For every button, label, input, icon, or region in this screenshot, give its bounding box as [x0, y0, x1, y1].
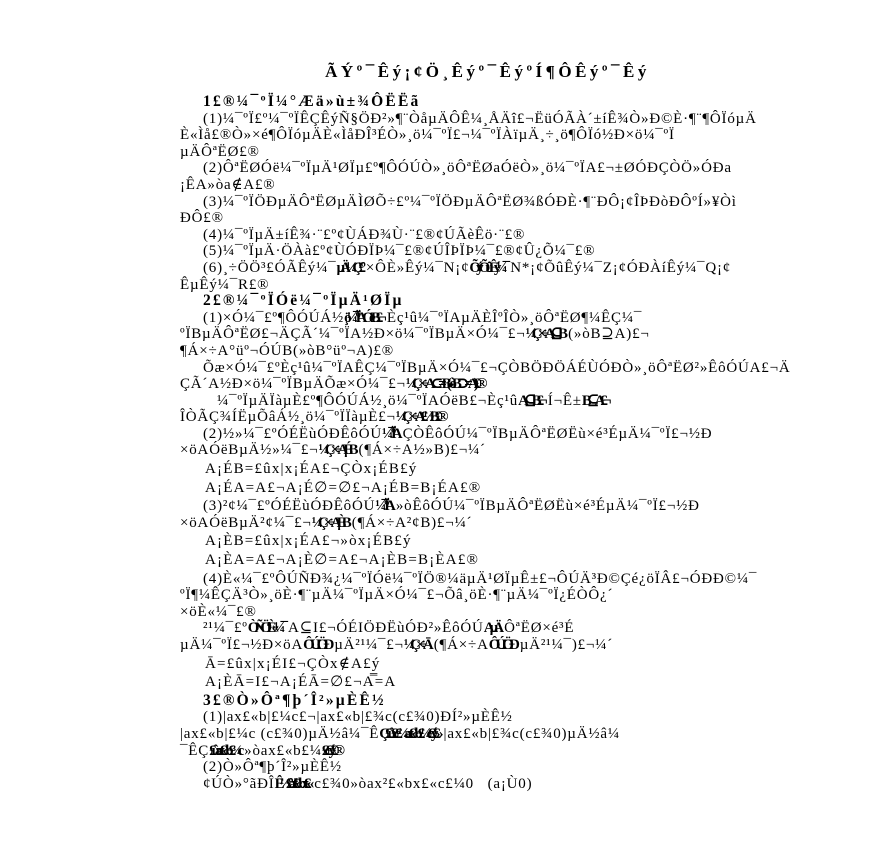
overprint-text: ¼¯ºÏA	[375, 498, 391, 515]
text-segment: µÄÔªËØ£®	[180, 143, 260, 160]
overprint-text: B⊆A£¬	[581, 392, 607, 409]
text-segment: (¶Á×÷A½»B)£¬¼´	[358, 442, 486, 459]
text-line	[180, 210, 850, 227]
text-segment: (6)¸÷ÖÖ³£ÓÃÊý¼¯	[203, 259, 337, 276]
text-segment: A¡ÈA=A£¬A¡È∅=A£¬A¡ÈB=B¡ÈA£®	[205, 552, 480, 569]
text-line	[180, 360, 850, 377]
overprint-text: ¼Ç×÷A⊂≠B(»òB⊃≠A)£®	[405, 376, 483, 393]
text-line	[180, 393, 850, 410]
text-line	[180, 442, 850, 459]
text-segment: N*¡¢ÕûÊý¼¯Z¡¢ÓÐÀíÊý¼¯Q¡¢	[510, 259, 732, 276]
text-line	[180, 160, 850, 177]
overprint-text: ÔÚIÖÐ	[488, 637, 515, 653]
text-segment: |ax£«b|£¾c(c£¾0)µÄ½â¼	[443, 725, 620, 742]
text-line	[180, 127, 850, 144]
text-line	[180, 726, 850, 743]
text-segment: (3)¼¯ºÏÖÐµÄÔªËØµÄÌØÕ÷£º¼¯ºÏÖÐµÄÔªËØ¾ßÓÐÈ·¶¨ÐÔ¡¢ÎÞÐòÐÔºÍ»¥Òì	[203, 193, 737, 210]
text-segment: (1)×Ó¼¯£º¶ÔÓÚÁ½	[203, 309, 345, 326]
text-segment: µÄ²¹¼¯£¬	[334, 637, 404, 653]
text-line	[180, 480, 850, 497]
overprint-text: ÒÑÖªÈ«¼¯	[247, 620, 284, 637]
text-line	[180, 409, 850, 426]
text-segment: (2)Ò»Ôª¶þ´Î²»µÈÊ½	[203, 759, 342, 776]
text-segment: c£¾0»òax²£«bx£«c£¼0 (a¡Ù0)	[314, 775, 533, 792]
text-segment: ¡ÊA»òa∉A£®	[180, 176, 276, 193]
text-segment: (3)²¢¼¯£ºÓÉËùÓÐÊôÓÚ	[203, 498, 376, 515]
text-line	[180, 243, 850, 260]
text-line	[180, 461, 850, 478]
text-line	[180, 571, 850, 588]
text-segment: (2)ÔªËØÓë¼¯ºÏµÄ¹ØÏµ£º¶ÔÓÚÒ»¸öÔªËØaÓëÒ»¸ö¼¯ºÏA£¬±ØÓÐÇÒÖ»ÓÐa	[203, 160, 732, 177]
text-segment: ¼¯ºÏµÄÏàµÈ£º¶ÔÓÚÁ½¸ö¼¯ºÏAÓëB£¬Èç¹û	[217, 392, 519, 409]
text-segment: (¶Á×÷A²¢B)£¬¼´	[351, 514, 473, 531]
overprint-text: ¼Ç×÷A£½B£®	[395, 409, 444, 426]
overprint-text: A⊆B£¬	[518, 392, 543, 409]
text-segment: (4)¼¯ºÏµÄ±íÊ¾·¨£º¢ÙÁÐ¾Ù·¨£®¢ÚÃèÊö·¨£®	[203, 226, 526, 243]
overprint-text: Ç£û£c£¼ax£«b£¼c£ý£»	[379, 725, 439, 742]
text-line	[180, 310, 850, 327]
text-line	[180, 94, 850, 111]
text-segment: A¡ÉB=£ûx|x¡ÉA£¬ÇÒx¡ÉB£ý	[205, 461, 418, 478]
text-line	[180, 674, 850, 691]
text-segment: (»òB⊇A)£¬	[568, 326, 650, 343]
text-line	[180, 326, 850, 343]
text-segment: ×öAÓëBµÄ²¢¼¯£¬	[180, 514, 312, 531]
text-line	[180, 776, 850, 793]
overprint-text: ¼Ç×÷A⊆B	[525, 326, 564, 343]
text-line	[180, 656, 850, 673]
text-line	[180, 343, 850, 360]
text-line	[180, 177, 850, 194]
text-segment: ÐÔ£®	[180, 210, 224, 227]
text-line	[180, 620, 850, 637]
overprint-text: ¼Ç×÷A¡ÉB	[318, 442, 354, 459]
text-segment: ¢ÚÒ»°ãÐÎ	[203, 775, 275, 792]
text-segment: ×ÔÈ»Êý¼¯N¡¢	[365, 259, 470, 276]
text-segment: ÊµÊý¼¯R£®	[180, 276, 270, 293]
text-segment: A¡ÈB=£ûx|x¡ÉA£¬»òx¡ÉB£ý	[205, 533, 412, 550]
text-segment: |ax£«b|£¼c (c£¾0)µÄ½â¼¯Ê	[180, 725, 380, 742]
text-line	[180, 709, 850, 726]
text-line	[180, 144, 850, 161]
text-line	[180, 194, 850, 211]
overprint-text: ¼¯ºÏA	[382, 425, 398, 442]
overprint-text: ÔÚIÖÐ	[303, 637, 330, 653]
overprint-text: £c£ý£®	[321, 742, 340, 759]
text-segment: Ā=£ûx|x¡ÉI£¬ÇÒx∉A£ý	[205, 655, 381, 672]
text-segment: µÄ²¹¼¯)£¬¼´	[519, 637, 614, 653]
text-line	[180, 637, 850, 654]
text-line	[180, 376, 850, 393]
text-segment: »òÊôÓÚ¼¯ºÏBµÄÔªËØËù×é³ÉµÄ¼¯ºÏ£¬½Ð	[395, 498, 700, 515]
text-segment: (4)È«¼¯£ºÔÚÑÐ¾¿¼¯ºÏÓë¼¯ºÏÖ®¼äµÄ¹ØÏµÊ±£¬ÔÚÄ³Ð©Çé¿öÏÂ£¬ÓÐÐ©¼¯	[203, 570, 758, 587]
text-segment: ×öÈ«¼¯£®	[180, 603, 257, 620]
document-body	[180, 60, 850, 792]
overprint-text: Ê½£ºax²£«bx£«	[274, 775, 310, 792]
text-segment: ºÏ¶¼ÊÇÄ³Ò»¸öÈ·¶¨µÄ¼¯ºÏµÄ×Ó¼¯£¬Õâ¸öÈ·¶¨µÄ¼¯ºÏ¿ÉÒÔ¿´	[180, 587, 614, 604]
text-segment: ²¹¼¯£º	[203, 620, 248, 637]
text-line	[180, 533, 850, 550]
overprint-text: ÕýÕûÊý¼¯	[469, 259, 506, 276]
text-segment: ¶Á×÷A°üº¬ÓÚB(»òB°üº¬A)£®	[180, 342, 394, 359]
text-segment: (1)|ax£«b|£¼c£¬|ax£«b|£¾c(c£¾0)ÐÍ²»µÈÊ½	[203, 709, 513, 726]
text-segment: 1£®¼¯ºÏ¼°Æä»ù±¾ÔËËã	[203, 93, 421, 110]
text-segment: (¶Á×÷A	[433, 637, 489, 653]
text-segment: È«Ìå£®Ò»×é¶ÔÏóµÄÈ«ÌåÐÎ³ÉÒ»¸ö¼¯ºÏ£¬¼¯ºÏÀïµÄ¸÷¸ö¶ÔÏó½Ð×ö¼¯ºÏ	[180, 127, 675, 144]
text-segment: ÇÃ´A½Ð×ö¼¯ºÏBµÄÕæ×Ó¼¯£¬	[180, 376, 406, 393]
text-segment: 3£®Ò»Ôª¶þ´Î²»µÈÊ½	[203, 691, 386, 709]
text-line	[180, 743, 850, 760]
overprint-text: £ûax£«b£¾c	[209, 742, 240, 759]
text-segment: (2)½»¼¯£ºÓÉËùÓÐÊôÓÚ	[203, 425, 382, 442]
text-line	[180, 693, 850, 710]
text-segment: A⊆I£¬ÓÉIÖÐËùÓÐ²»ÊôÓÚ	[288, 620, 484, 637]
text-segment: ¯ÊÇ	[180, 742, 210, 759]
text-line	[180, 293, 850, 310]
text-line	[180, 552, 850, 569]
text-segment: »òax£«b£¼	[244, 742, 322, 759]
text-segment: ÃÝº¯Êý¡¢Ö¸Êýº¯ÊýºÍ¶ÔÊýº¯Êý	[325, 62, 650, 81]
text-line	[180, 498, 850, 515]
text-segment: ÇÒÊôÓÚ¼¯ºÏBµÄÔªËØËù×é³ÉµÄ¼¯ºÏ£¬½Ð	[402, 425, 713, 442]
text-segment: ×öAÓëBµÄ½»¼¯£¬	[180, 442, 319, 459]
text-segment: A¡ÉA=A£¬A¡É∅=∅£¬A¡ÉB=B¡ÉA£®	[205, 479, 482, 496]
text-segment: Èç¹û¼¯ºÏAµÄÈÎºÎÒ»¸öÔªËØ¶¼ÊÇ¼¯	[386, 309, 643, 326]
text-segment: Õæ×Ó¼¯£ºÈç¹û¼¯ºÏAÊÇ¼¯ºÏBµÄ×Ó¼¯£¬ÇÒBÖÐÖÁÉÙÓÐÒ»¸öÔªËØ²»ÊôÓÚA£¬Ä	[203, 359, 791, 376]
text-segment: ÎÒÃÇ¾ÍËµÕâÁ½¸ö¼¯ºÏÏàµÈ£¬	[180, 409, 396, 426]
text-line	[180, 515, 850, 532]
text-line	[180, 60, 850, 84]
text-segment: A¡ÈĀ=I£¬A¡ÉĀ=∅£¬A̿=A	[205, 674, 397, 691]
text-segment: ÔªËØ×é³É	[504, 620, 575, 637]
text-segment: 2£®¼¯ºÏÓë¼¯ºÏµÄ¹ØÏµ	[203, 292, 404, 310]
text-line	[180, 759, 850, 776]
overprint-text: µÄ¼Ç·¨£º	[336, 259, 361, 276]
text-segment: µÄ¼¯ºÏ£¬½Ð×öA	[180, 637, 304, 653]
text-segment: (5)¼¯ºÏµÄ·ÖÀà£º¢ÙÓÐÏÞ¼¯£®¢ÚÎÞÏÞ¼¯£®¢Û¿Õ¼¯£®	[203, 243, 596, 260]
text-line	[180, 227, 850, 244]
overprint-text: ¼Ç×÷A¡ÈB	[311, 514, 347, 531]
text-segment: ºÏBµÄÔªËØ£¬ÄÇÃ´¼¯ºÏA½Ð×ö¼¯ºÏBµÄ×Ó¼¯£¬	[180, 326, 526, 343]
text-line	[180, 587, 850, 604]
text-segment: Í¬Ê±	[547, 392, 582, 409]
text-line	[180, 604, 850, 621]
text-line	[180, 277, 850, 294]
overprint-text: AµÄ	[483, 620, 500, 637]
text-segment: (1)¼¯ºÏ£º¼¯ºÏÊÇÊýÑ§ÖÐ²»¶¨ÒåµÄÔÊ¼¸ÅÄî£¬ËüÓÃÀ´±íÊ¾Ò»Ð©È·¶¨¶ÔÏóµÄ	[203, 110, 757, 127]
overprint-text: ¸ö¼¯ºÏAÓëB£¬	[344, 309, 382, 326]
text-line	[180, 426, 850, 443]
text-line	[180, 260, 850, 277]
text-line	[180, 111, 850, 128]
overprint-text: ¼Ç×÷Ā	[403, 637, 429, 653]
